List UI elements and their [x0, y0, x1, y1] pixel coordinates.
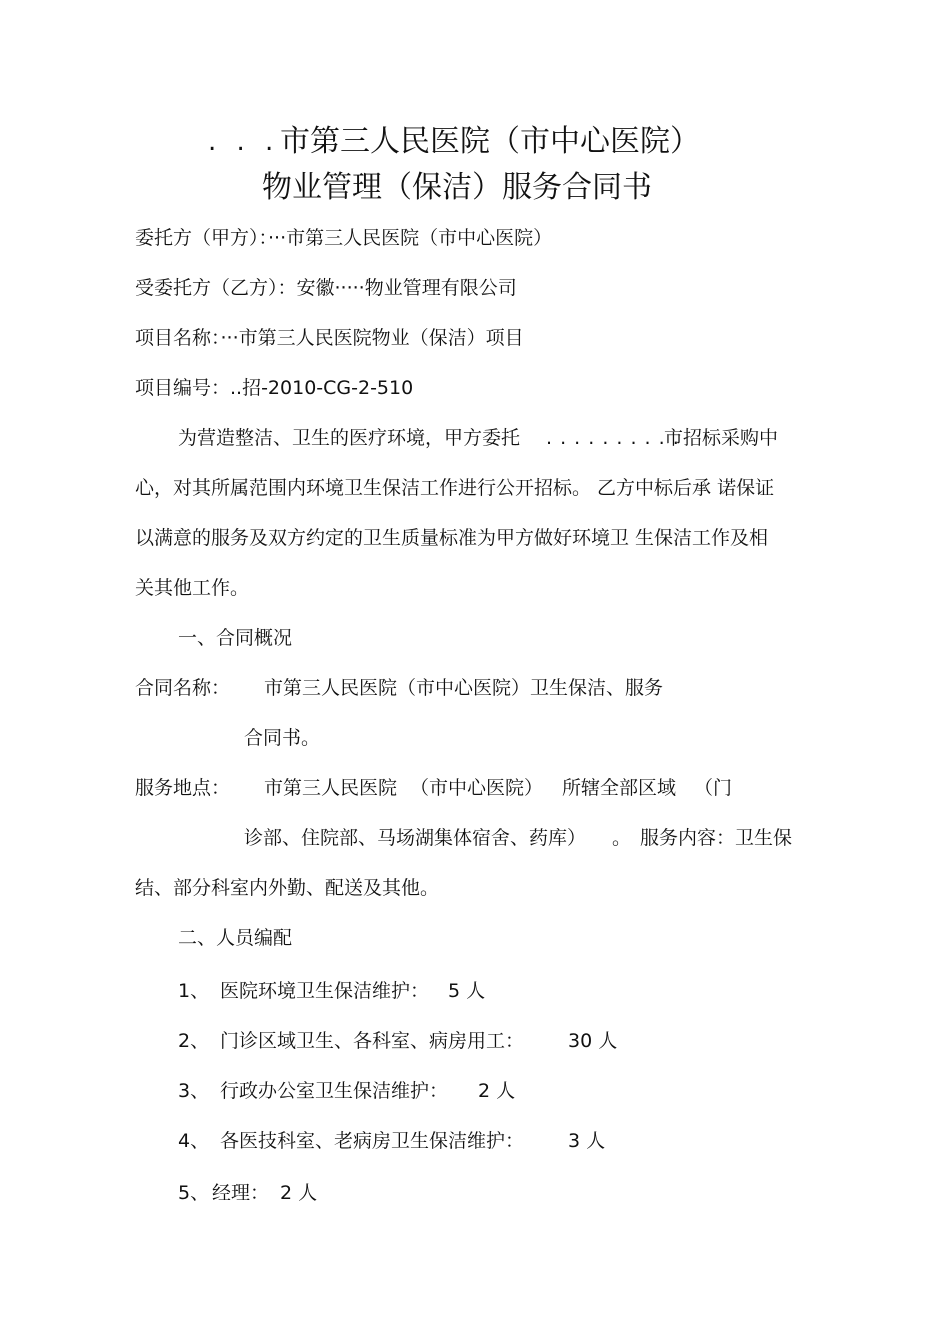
location-value-4: （门 [694, 777, 733, 799]
intro-line-1a: 为营造整洁、卫生的医疗环境，甲方委托 [178, 427, 521, 449]
location-label: 服务地点： [135, 777, 231, 799]
location-value-2: （市中心医院） [410, 777, 544, 799]
service-content: 服务内容：卫生保 [640, 827, 793, 849]
location-cont-b: 。 [612, 827, 632, 849]
section-1-heading: 一、合同概况 [178, 627, 293, 649]
staff-item-label: 医院环境卫生保洁维护： [220, 980, 430, 1002]
client-party: 委托方（甲方）：···市第三人民医院（市中心医院） [135, 227, 553, 249]
staff-item-count: 3 人 [568, 1130, 606, 1152]
project-name: 项目名称：···市第三人民医院物业（保洁）项目 [135, 327, 524, 349]
staff-item-num: 5、 [178, 1182, 210, 1204]
staff-item-label: 经理： [212, 1182, 270, 1204]
title-line-1: 市第三人民医院（市中心医院） [280, 124, 700, 159]
staff-item-count: 5 人 [448, 980, 486, 1002]
staff-item-label: 行政办公室卫生保洁维护： [220, 1080, 449, 1102]
intro-line-1-dots: . . . . . . . . . . [546, 427, 680, 449]
staff-item-count: 30 人 [568, 1030, 618, 1052]
contract-name-cont: 合同书。 [244, 727, 321, 749]
title-line-2: 物业管理（保洁）服务合同书 [262, 170, 652, 205]
contractor-party: 受委托方（乙方）：安徽·····物业管理有限公司 [135, 277, 517, 299]
project-number: 项目编号：..招-2010-CG-2-510 [135, 377, 414, 399]
contract-name-value: 市第三人民医院（市中心医院）卫生保洁、服务 [264, 677, 664, 699]
staff-item-num: 2、 [178, 1030, 210, 1052]
intro-line-3: 以满意的服务及双方约定的卫生质量标准为甲方做好环境卫 生保洁工作及相 [135, 527, 769, 549]
staff-item-num: 3、 [178, 1080, 210, 1102]
staff-item-count: 2 人 [280, 1182, 318, 1204]
intro-line-4: 关其他工作。 [135, 577, 250, 599]
intro-line-2: 心，对其所属范围内环境卫生保洁工作进行公开招标。 乙方中标后承 诺保证 [135, 477, 775, 499]
location-cont-a: 诊部、住院部、马场湖集体宿舍、药库） [244, 827, 587, 849]
title-prefix: . . . [208, 127, 280, 157]
location-value-1: 市第三人民医院 [264, 777, 398, 799]
staff-item-num: 4、 [178, 1130, 210, 1152]
location-value-3: 所辖全部区域 [562, 777, 677, 799]
service-content-cont: 结、部分科室内外勤、配送及其他。 [135, 877, 440, 899]
staff-item-label: 门诊区域卫生、各科室、病房用工： [220, 1030, 525, 1052]
staff-item-num: 1、 [178, 980, 210, 1002]
staff-item-label: 各医技科室、老病房卫生保洁维护： [220, 1130, 525, 1152]
contract-name-label: 合同名称： [135, 677, 231, 699]
intro-line-1b: 市招标采购中 [664, 427, 779, 449]
section-2-heading: 二、人员编配 [178, 927, 293, 949]
staff-item-count: 2 人 [478, 1080, 516, 1102]
